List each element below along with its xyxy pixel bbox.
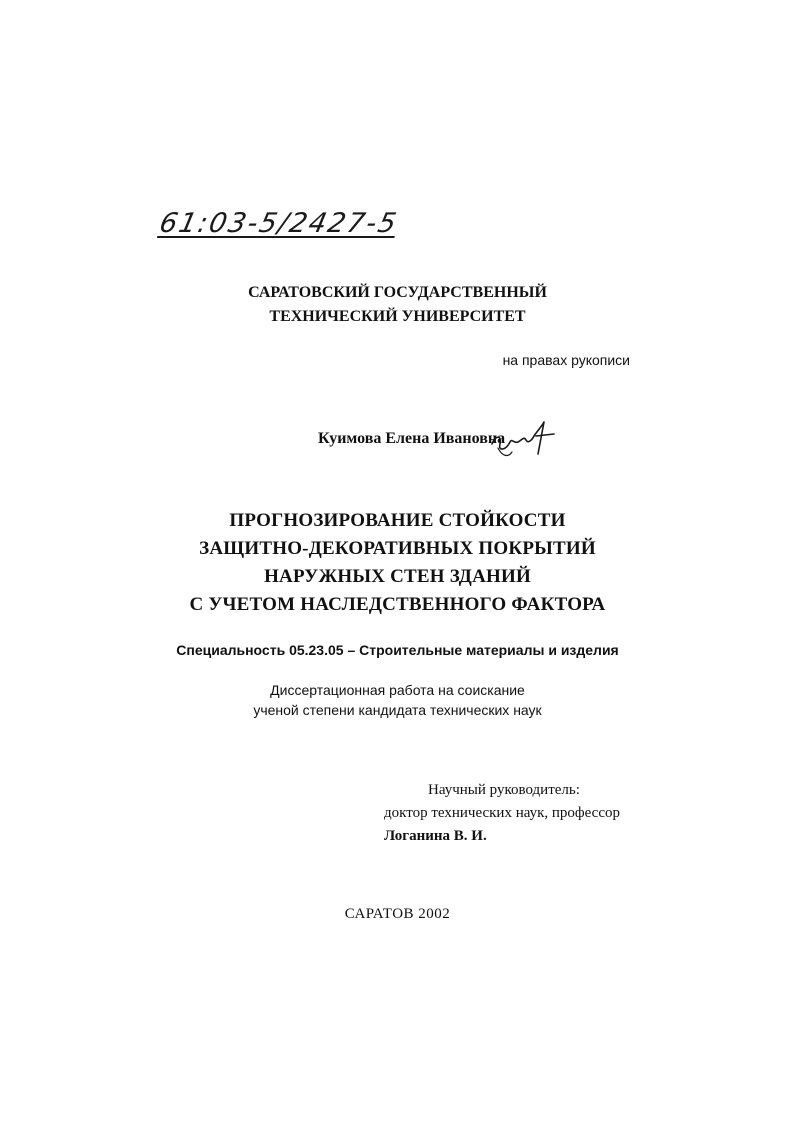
supervisor-label: Научный руководитель:: [428, 782, 580, 798]
thesis-title-line-3: НАРУЖНЫХ СТЕН ЗДАНИЙ: [264, 566, 531, 587]
institution-line-1: САРАТОВСКИЙ ГОСУДАРСТВЕННЫЙ: [248, 284, 547, 301]
specialty: Специальность 05.23.05 – Строительные материалы и изделия: [176, 642, 619, 658]
dissertation-line-1: Диссертационная работа на соискание: [270, 682, 525, 698]
archive-code-handwritten: 61:03-5/2427-5: [156, 208, 401, 239]
supervisor-degree: доктор технических наук, профессор: [384, 805, 621, 821]
institution-line-2: ТЕХНИЧЕСКИЙ УНИВЕРСИТЕТ: [269, 308, 526, 325]
signature-icon: [488, 414, 558, 460]
city-year: САРАТОВ 2002: [344, 906, 451, 922]
rights-note: на правах рукописи: [502, 352, 630, 368]
author-name: Куимова Елена Ивановна: [318, 430, 506, 447]
thesis-title-line-1: ПРОГНОЗИРОВАНИЕ СТОЙКОСТИ: [229, 510, 566, 531]
thesis-title-line-2: ЗАЩИТНО-ДЕКОРАТИВНЫХ ПОКРЫТИЙ: [199, 538, 596, 559]
dissertation-line-2: ученой степени кандидата технических наук: [253, 702, 542, 718]
thesis-title-line-4: С УЧЕТОМ НАСЛЕДСТВЕННОГО ФАКТОРА: [189, 594, 606, 615]
supervisor-name: Логанина В. И.: [384, 828, 487, 844]
